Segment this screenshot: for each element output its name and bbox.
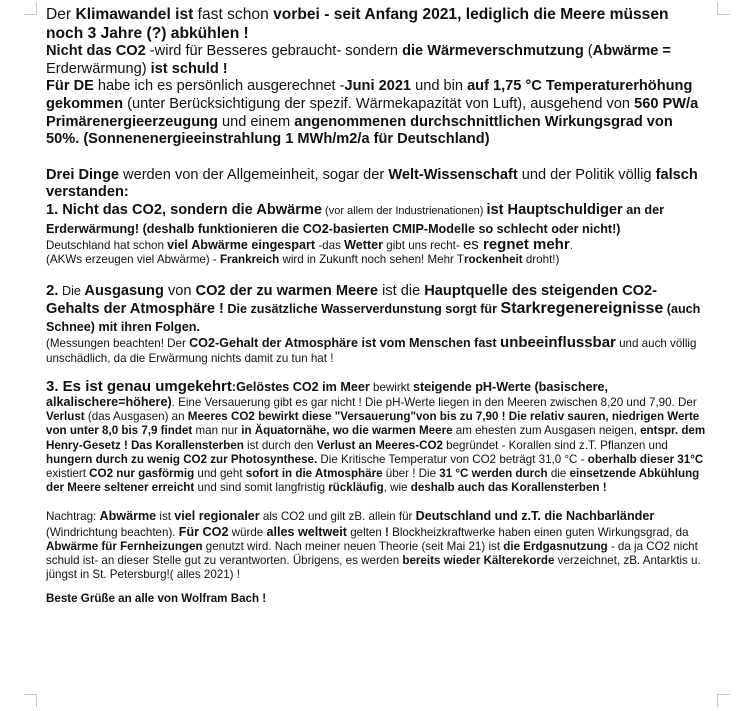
text-run: entspr. dem Henry-Gesetz !	[46, 424, 706, 452]
text-run: es	[462, 236, 483, 254]
text-run: CO2 nur gasförmig	[89, 466, 195, 480]
text-run: ist Hauptschuldiger	[486, 201, 623, 218]
text-run: rockenheit	[464, 253, 523, 267]
text-run: Nachtrag:	[46, 510, 100, 524]
text-run: als CO2 und gilt zB. allein für	[259, 510, 416, 524]
text-run: Für CO2	[178, 524, 229, 539]
text-run: werden von der Allgemeinheit, sogar der	[118, 166, 389, 183]
text-run: Juni 2021	[344, 78, 412, 95]
text-run: -wird für Besseres gebraucht- sondern	[145, 43, 403, 60]
text-run: Blockheizkraftwerke haben einen guten Wirkungsgrad, da	[388, 525, 689, 539]
text-run: genutzt wird. Nach meiner neuen Theorie (seit Mai 21) ist	[202, 539, 504, 553]
text-run: und geht	[194, 466, 246, 480]
paragraph-point-1-detail	[46, 238, 706, 253]
text-run: fast schon	[193, 6, 274, 23]
text-run: verzeichnet, zB. Antarktis u. jüngst in St. Petersburg!( alles 2021) !	[46, 553, 701, 582]
text-run: Für DE	[46, 78, 94, 95]
text-run: , wie	[383, 481, 411, 495]
text-run: (vor allem der Industrienationen)	[322, 204, 487, 217]
text-run: CO2 der zu warmen Meere	[195, 282, 379, 299]
text-run: ist	[156, 510, 175, 524]
text-run: ist die	[378, 282, 425, 299]
text-run: (auch Schnee) mit ihren Folgen.	[46, 302, 701, 334]
paragraph-headline	[46, 6, 706, 43]
text-run: Abwärme	[99, 509, 157, 524]
paragraph-point-2	[46, 282, 706, 337]
text-run: man nur	[192, 424, 242, 438]
text-run: gelten	[346, 525, 386, 539]
text-run: Beste Grüße an alle von Wolfram Bach !	[46, 592, 267, 606]
text-run: bewirkt	[369, 380, 413, 394]
text-run: und auch völlig unschädlich, da die Erwärmung nichts damit zu tun hat !	[46, 337, 697, 365]
text-run: gibt uns recht-	[383, 239, 463, 253]
text-run: Drei Dinge	[46, 166, 119, 183]
text-run: am ehesten zum Ausgasen neigen,	[452, 424, 641, 438]
paragraph-gap	[46, 149, 706, 167]
text-run: oberhalb dieser 31°C	[587, 452, 704, 466]
text-run: (unter Berücksichtigung der spezif. Wärmekapazität von Luft), ausgehend von	[123, 95, 635, 112]
text-run: würde	[228, 525, 267, 539]
text-run: Ausgasung	[84, 282, 164, 299]
text-run: steigende pH-Werte (basischere, alkalischere=höhere)	[46, 379, 608, 409]
text-run: Deutschland und z.T. die Nachbarländer	[415, 509, 655, 524]
text-run: über ! Die	[382, 466, 440, 480]
text-run: 2.	[46, 281, 59, 299]
paragraph-three-things	[46, 167, 706, 202]
text-run: deshalb auch das Korallensterben !	[410, 481, 607, 495]
text-run: unbeeinflussbar	[500, 334, 616, 352]
text-run: Welt-Wissenschaft	[388, 166, 518, 183]
text-run: hungern durch zu wenig CO2 zur Photosynthese.	[46, 452, 318, 466]
text-run: viel Abwärme eingespart	[167, 238, 316, 253]
text-run: 560 PW/a Primärenergieerzeugung	[46, 95, 699, 130]
text-run: Klimawandel ist	[75, 6, 194, 23]
text-run: -das	[315, 239, 345, 253]
text-run: die	[547, 466, 570, 480]
text-run: habe ich es persönlich ausgerechnet -	[93, 78, 345, 95]
paragraph-point-1	[46, 202, 706, 238]
text-run: in Äquatornähe, wo die warmen Meere	[241, 424, 453, 438]
paragraph-claim	[46, 43, 706, 78]
text-run: Hauptquelle des steigenden CO2-Gehalts der Atmosphäre !	[46, 282, 657, 318]
text-run: :Gelöstes CO2 im Meer	[231, 379, 370, 394]
text-run: (AKWs erzeugen viel Abwärme) -	[46, 253, 220, 267]
text-run: Der	[46, 6, 76, 23]
text-run: Starkregenereignisse	[500, 300, 664, 318]
text-run: einsetzende Abkühlung der Meere seltener erreicht	[46, 466, 700, 495]
text-run: Die	[58, 283, 85, 298]
text-run: Frankreich	[219, 253, 280, 267]
text-run: an der Erderwärmung! (deshalb funktionieren die CO2-basierten CMIP-Modelle so schlecht oder nicht!)	[46, 202, 664, 236]
text-run: ist durch den	[243, 438, 317, 452]
text-run: Verlust an Meeres-CO2	[316, 438, 443, 452]
text-run: wird in Zukunft noch sehen! Mehr T	[279, 253, 464, 267]
text-run: Nicht das CO2	[46, 43, 146, 60]
text-run: bereits wieder Kälterekorde	[402, 553, 555, 567]
text-run: von	[163, 282, 196, 299]
text-run: ist schuld !	[150, 60, 228, 77]
text-run: Abwärme =	[592, 43, 671, 60]
text-run: Wetter	[344, 238, 384, 253]
paragraph-gap	[46, 495, 706, 509]
text-run: (Messungen beachten! Der	[46, 337, 190, 351]
text-run: (	[583, 43, 593, 60]
page-corner-mark	[24, 694, 37, 707]
text-run: !	[385, 525, 389, 539]
text-run: (Windrichtung beachten).	[46, 525, 179, 539]
text-run: angenommenen durchschnittlichen Wirkungsgrad von 50%. (Sonnenenergieeinstrahlung 1 MWh/m2/a für Deutschland)	[46, 113, 673, 148]
text-run: sofort in die Atmosphäre	[245, 466, 383, 480]
paragraph-calculation	[46, 78, 706, 148]
text-run: 31 °C werden durch	[439, 466, 548, 480]
paragraph-addendum	[46, 509, 706, 582]
text-run: Erderwärmung)	[46, 60, 151, 77]
text-run: Das Korallensterben	[127, 438, 244, 452]
text-run: droht!)	[522, 253, 560, 267]
text-run: die Erdgasnutzung	[503, 539, 608, 553]
text-run: und der Politik völlig	[517, 166, 656, 183]
text-run: begründet - Korallen sind z.T. Pflanzen und	[442, 438, 668, 452]
page-corner-mark	[24, 2, 37, 15]
text-run: existiert	[46, 466, 90, 480]
text-run: . Eine Versauerung gibt es gar nicht ! Die pH-Werte liegen in den Meeren zwischen 8,20 und 7,90. Der	[171, 395, 697, 409]
text-run: - da ja CO2 nicht schuld ist- an dieser Stelle gut zu verantworten. Übrigens, es werden	[46, 539, 698, 567]
paragraph-gap	[46, 268, 706, 282]
text-run: .	[569, 239, 573, 253]
text-run: rückläufig	[328, 481, 384, 495]
text-run: Abwärme für Fernheizungen	[46, 539, 203, 553]
document-body	[46, 6, 706, 607]
page-corner-mark	[717, 2, 730, 15]
text-run: Die zusätzliche Wasserverdunstung sorgt für	[223, 302, 501, 317]
text-run: alles weltweit	[266, 524, 347, 539]
text-run: und bin	[411, 78, 468, 95]
text-run: und sind somit langfristig	[194, 481, 329, 495]
text-run: CO2-Gehalt der Atmosphäre ist vom Menschen fast	[189, 336, 501, 351]
paragraph-signature	[46, 592, 706, 606]
text-run: Deutschland hat schon	[46, 239, 168, 253]
text-run: 3. Es ist genau umgekehrt	[46, 377, 232, 395]
text-run: falsch verstanden:	[46, 166, 698, 201]
paragraph-point-2-note	[46, 336, 706, 365]
paragraph-point-3	[46, 377, 706, 496]
text-run: Die Kritische Temperatur von CO2 beträgt 31,0 °C -	[317, 452, 588, 466]
text-run: auf 1,75 °C Temperaturerhöhung gekommen	[46, 78, 693, 112]
paragraph-point-1-note	[46, 253, 706, 267]
text-run: und einem	[217, 113, 295, 130]
text-run: (das Ausgasen) an	[84, 410, 188, 424]
page-corner-mark	[717, 694, 730, 707]
text-run: bewirkt diese "Versauerung"von bis zu 7,90 ! Die relativ sauren, niedrigen Werte von unter 8,0 bis 7,9 findet	[46, 410, 700, 438]
text-run: Meeres CO2	[187, 410, 255, 424]
text-run: vorbei - seit Anfang 2021, lediglich die Meere müssen noch 3 Jahre (?) abkühlen !	[46, 6, 669, 42]
text-run: regnet mehr	[482, 236, 570, 254]
text-run: viel regionaler	[174, 509, 260, 524]
text-run: die Wärmeverschmutzung	[402, 43, 584, 60]
paragraph-gap	[46, 582, 706, 592]
text-run: 1. Nicht das CO2, sondern die Abwärme	[46, 201, 322, 218]
text-run: Verlust	[46, 410, 85, 424]
